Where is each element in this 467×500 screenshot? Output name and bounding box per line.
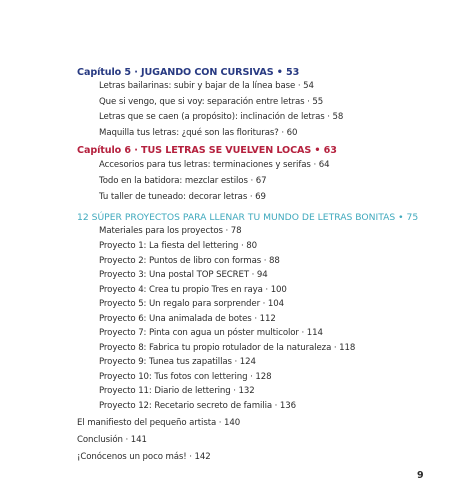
project-entry: Proyecto 2: Puntos de libro con formas · 88 (99, 256, 280, 266)
chapter-5-entry: Maquilla tus letras: ¿qué son las florituras? · 60 (99, 128, 298, 138)
chapter-6-entry: Tu taller de tuneado: decorar letras · 69 (99, 192, 266, 202)
chapter-6-entry: Accesorios para tus letras: terminaciones y serifas · 64 (99, 160, 330, 170)
project-entry: Proyecto 12: Recetario secreto de familia · 136 (99, 401, 297, 411)
project-entry: Proyecto 11: Diario de lettering · 132 (99, 386, 255, 396)
chapter-6-heading: Capítulo 6 · TUS LETRAS SE VUELVEN LOCAS • 63 (77, 145, 337, 156)
chapter-5-entry: Letras bailarinas: subir y bajar de la línea base · 54 (99, 81, 314, 91)
project-entry: Proyecto 3: Una postal TOP SECRET · 94 (99, 270, 268, 280)
project-entry: Proyecto 9: Tunea tus zapatillas · 124 (99, 357, 256, 367)
chapter-5-heading: Capítulo 5 · JUGANDO CON CURSIVAS • 53 (77, 67, 300, 78)
project-entry: Proyecto 1: La fiesta del lettering · 80 (99, 241, 258, 251)
end-entry: El manifiesto del pequeño artista · 140 (77, 418, 241, 428)
chapter-6-entry: Todo en la batidora: mezclar estilos · 67 (99, 176, 267, 186)
project-entry: Proyecto 10: Tus fotos con lettering · 128 (99, 372, 272, 382)
project-entry: Proyecto 7: Pinta con agua un póster multicolor · 114 (99, 328, 323, 338)
end-entry: ¡Conócenos un poco más! · 142 (77, 452, 211, 462)
end-entry: Conclusión · 141 (77, 435, 147, 445)
project-entry: Proyecto 8: Fabrica tu propio rotulador de la naturaleza · 118 (99, 343, 356, 353)
project-entry: Proyecto 4: Crea tu propio Tres en raya · 100 (99, 285, 287, 295)
chapter-5-entry: Letras que se caen (a propósito): inclinación de letras · 58 (99, 112, 344, 122)
project-entry: Proyecto 5: Un regalo para sorprender · 104 (99, 299, 285, 309)
projects-heading: 12 SÚPER PROYECTOS PARA LLENAR TU MUNDO DE LETRAS BONITAS • 75 (77, 212, 419, 223)
page-number: 9 (417, 470, 424, 481)
project-entry: Proyecto 6: Una animalada de botes · 112 (99, 314, 276, 324)
project-entry: Materiales para los proyectos · 78 (99, 226, 242, 236)
chapter-5-entry: Que si vengo, que si voy: separación entre letras · 55 (99, 97, 324, 107)
